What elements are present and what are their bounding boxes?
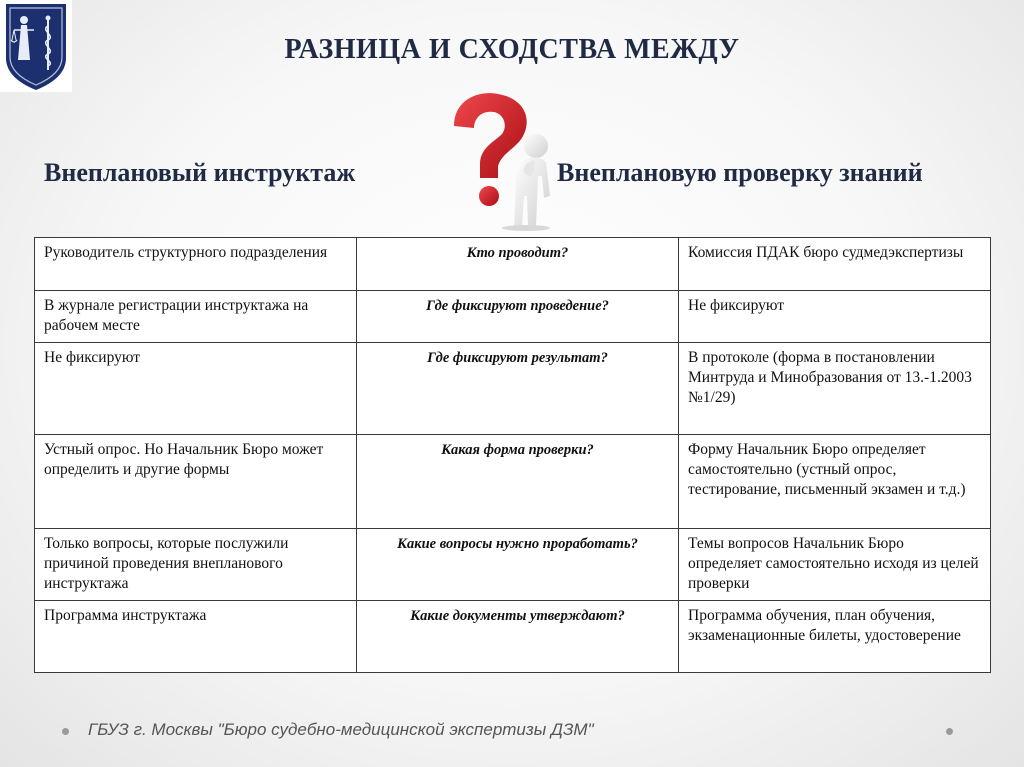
cell-briefing: Программа инструктажа: [35, 601, 357, 673]
footer-bullet-right: [946, 728, 953, 735]
subtitle-unplanned-knowledge-check: Внеплановую проверку знаний: [557, 158, 923, 187]
cell-briefing: Устный опрос. Но Начальник Бюро может определить и другие формы: [35, 435, 357, 529]
cell-knowledge-check: Темы вопросов Начальник Бюро определяет самостоятельно исходя из целей проверки: [679, 529, 991, 601]
cell-question: Какие вопросы нужно проработать?: [357, 529, 679, 601]
cell-question: Кто проводит?: [357, 238, 679, 291]
cell-question: Где фиксируют результат?: [357, 343, 679, 435]
slide-title: РАЗНИЦА И СХОДСТВА МЕЖДУ: [284, 34, 740, 65]
cell-question: Какая форма проверки?: [357, 435, 679, 529]
cell-briefing: Только вопросы, которые послужили причиной проведения внепланового инструктажа: [35, 529, 357, 601]
cell-knowledge-check: Программа обучения, план обучения, экзаменационные билеты, удостоверение: [679, 601, 991, 673]
cell-question: Где фиксируют проведение?: [357, 291, 679, 343]
table-row: [35, 291, 991, 343]
cell-briefing: В журнале регистрации инструктажа на рабочем месте: [35, 291, 357, 343]
cell-briefing: Руководитель структурного подразделения: [35, 238, 357, 291]
question-mark-figure-icon: [432, 86, 580, 236]
cell-knowledge-check: Форму Начальник Бюро определяет самостоятельно (устный опрос, тестирование, письменный экзамен и т.д.): [679, 435, 991, 529]
comparison-table: [34, 237, 991, 673]
table-row: [35, 529, 991, 601]
cell-knowledge-check: В протоколе (форма в постановлении Минтруда и Минобразования от 13.-1.2003 №1/29): [679, 343, 991, 435]
footer-bullet-left: [62, 728, 69, 735]
table-row: [35, 343, 991, 435]
footer-organization: ГБУЗ г. Москвы "Бюро судебно-медицинской экспертизы ДЗМ": [88, 720, 594, 739]
cell-knowledge-check: Комиссия ПДАК бюро судмедэкспертизы: [679, 238, 991, 291]
table-row: [35, 435, 991, 529]
cell-question: Какие документы утверждают?: [357, 601, 679, 673]
cell-briefing: Не фиксируют: [35, 343, 357, 435]
table-row: [35, 601, 991, 673]
cell-knowledge-check: Не фиксируют: [679, 291, 991, 343]
table-row: [35, 238, 991, 291]
subtitle-unplanned-briefing: Внеплановый инструктаж: [44, 158, 356, 187]
